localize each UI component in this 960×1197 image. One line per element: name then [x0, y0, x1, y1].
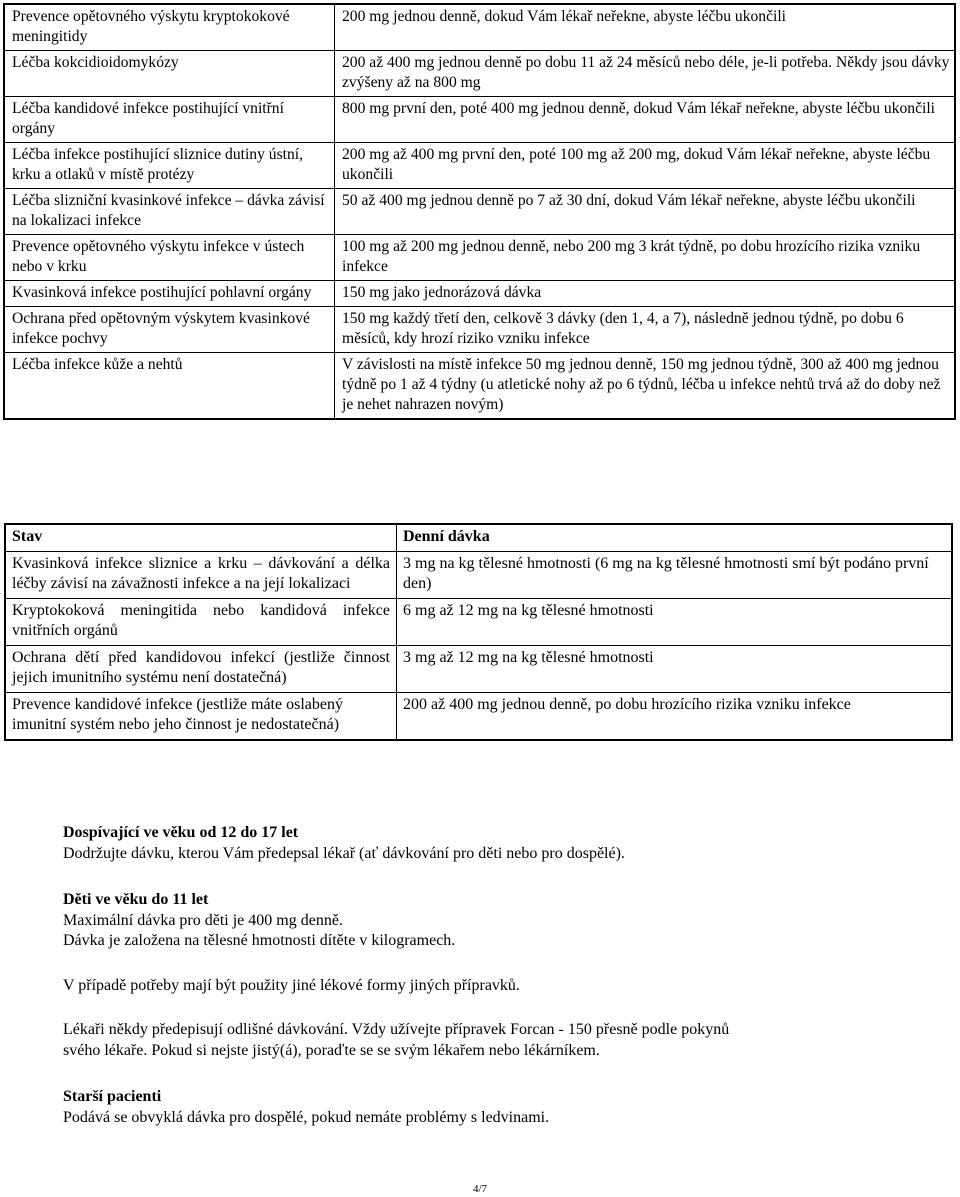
children-heading: Děti ve věku do 11 let [63, 891, 209, 908]
dose-cell: 100 mg až 200 mg jednou denně, nebo 200 mg 3 krát týdně, po dobu hrozícího rizika vzniku infekce [342, 238, 921, 275]
condition-cell: Kvasinková infekce postihující pohlavní orgány [4, 281, 335, 307]
condition-cell: Léčba infekce kůže a nehtů [4, 353, 335, 420]
table-row [4, 235, 955, 281]
children-dosage-table [4, 523, 953, 741]
children-text-2: Dávka je založena na tělesné hmotnosti dítěte v kilogramech. [63, 932, 456, 949]
table-row [4, 143, 955, 189]
dose-cell: 6 mg až 12 mg na kg tělesné hmotnosti [403, 602, 654, 619]
dose-cell: V závislosti na místě infekce 50 mg jednou denně, 150 mg jednou týdně, 300 až 400 mg jednou týdně po 1 až 4 týdny (u atletické nohy až po 6 týdnů, léčba u infekce nehtů trvá až do doby než je nehet nahrazen novým) [342, 356, 941, 413]
doctor-note-line-2: svého lékaře. Pokud si nejste jistý(á), poraďte se se svým lékařem nebo lékárníkem. [63, 1041, 600, 1059]
doctor-note-line-1: Lékaři někdy předepisují odlišné dávkování. Vždy užívejte přípravek Forcan - 150 přesně podle pokynů [63, 1021, 730, 1038]
table-row [5, 552, 952, 599]
dose-cell: 3 mg na kg tělesné hmotnosti (6 mg na kg tělesné hmotnosti smí být podáno první den) [403, 555, 929, 592]
condition-cell: Ochrana před opětovným výskytem kvasinkové infekce pochvy [4, 307, 335, 353]
page-number: 4/7 [472, 1183, 488, 1195]
dose-cell: 50 až 400 mg jednou denně po 7 až 30 dní, dokud Vám lékař neřekne, abyste léčbu ukončili [342, 192, 916, 209]
table-row [4, 307, 955, 353]
condition-cell: Prevence kandidové infekce (jestliže máte oslabený imunitní systém nebo jeho činnost je nedostatečná) [5, 693, 397, 741]
adolescents-section [63, 823, 903, 864]
table-row [4, 281, 955, 307]
elderly-section [63, 1087, 903, 1128]
table-row [4, 4, 955, 51]
condition-cell: Prevence opětovného výskytu kryptokokové meningitidy [4, 4, 335, 51]
doctor-note [63, 1020, 903, 1061]
dose-cell: 800 mg první den, poté 400 mg jednou denně, dokud Vám lékař neřekne, abyste léčbu ukončili [342, 100, 935, 117]
table-row [5, 693, 952, 741]
dose-cell: 200 mg až 400 mg první den, poté 100 mg až 200 mg, dokud Vám lékař neřekne, abyste léčbu ukončili [342, 146, 931, 183]
condition-cell: Léčba slizniční kvasinkové infekce – dávka závisí na lokalizaci infekce [4, 189, 335, 235]
children-section [63, 890, 903, 952]
table-row [5, 599, 952, 646]
elderly-heading: Starší pacienti [63, 1088, 162, 1105]
table-row [5, 646, 952, 693]
elderly-text: Podává se obvyklá dávka pro dospělé, pokud nemáte problémy s ledvinami. [63, 1108, 550, 1126]
dose-cell: 200 až 400 mg jednou denně po dobu 11 až 24 měsíců nebo déle, je-li potřeba. Někdy jsou dávky zvýšeny až na 800 mg [342, 54, 950, 91]
table-row [4, 51, 955, 97]
header-dose: Denní dávka [403, 528, 490, 545]
condition-cell: Léčba infekce postihující sliznice dutiny ústní, krku a otlaků v místě protézy [4, 143, 335, 189]
table-row [4, 353, 955, 420]
condition-cell: Léčba kokcidioidomykózy [4, 51, 335, 97]
adolescents-heading: Dospívající ve věku od 12 do 17 let [63, 824, 299, 841]
condition-cell: Kvasinková infekce sliznice a krku – dávkování a délka léčby závisí na závažnosti infekce a na její lokalizaci [5, 552, 397, 599]
condition-cell: Léčba kandidové infekce postihující vnitřní orgány [4, 97, 335, 143]
condition-cell: Prevence opětovného výskytu infekce v ústech nebo v krku [4, 235, 335, 281]
dose-cell: 150 mg každý třetí den, celkově 3 dávky (den 1, 4, a 7), následně jednou týdně, po dobu 6 měsíců, kdy hrozí riziko vzniku infekce [342, 310, 904, 347]
dose-cell: 150 mg jako jednorázová dávka [342, 284, 542, 301]
adult-dosage-table [3, 3, 956, 420]
children-text-1: Maximální dávka pro děti je 400 mg denně. [63, 911, 343, 929]
adolescents-text: Dodržujte dávku, kterou Vám předepsal lékař (ať dávkování pro děti nebo pro dospělé). [63, 844, 625, 862]
table-row [4, 97, 955, 143]
other-forms-text: V případě potřeby mají být použity jiné lékové formy jiných přípravků. [63, 977, 520, 994]
dose-cell: 200 až 400 mg jednou denně, po dobu hrozícího rizika vzniku infekce [403, 696, 851, 713]
condition-cell: Kryptokoková meningitida nebo kandidová infekce vnitřních orgánů [5, 599, 397, 646]
header-condition: Stav [5, 524, 397, 552]
dose-cell: 3 mg až 12 mg na kg tělesné hmotnosti [403, 649, 654, 666]
table-header-row [5, 524, 952, 552]
table-row [4, 189, 955, 235]
dose-cell: 200 mg jednou denně, dokud Vám lékař neřekne, abyste léčbu ukončili [342, 8, 787, 25]
condition-cell: Ochrana dětí před kandidovou infekcí (jestliže činnost jejich imunitního systému není dostatečná) [5, 646, 397, 693]
